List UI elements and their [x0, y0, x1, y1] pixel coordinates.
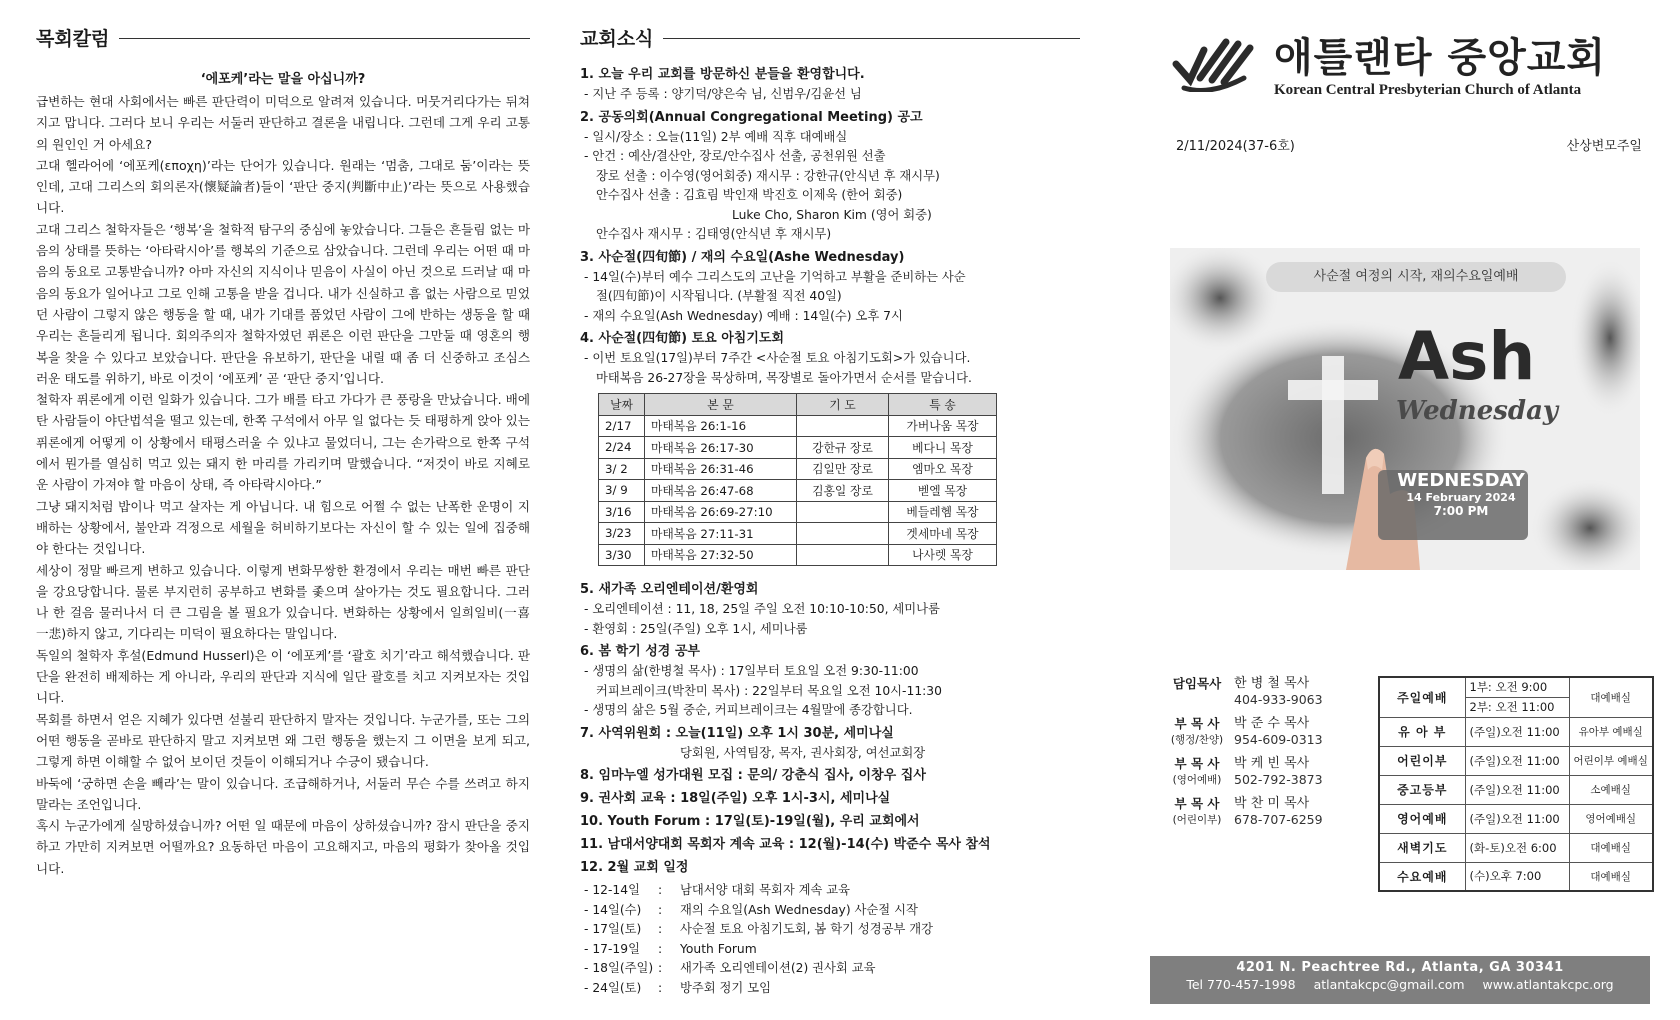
table-cell: 마태복음 26:47-68: [645, 480, 797, 502]
news-section-title: 교회소식: [580, 27, 654, 50]
service-time: 2부: 오전 11:00: [1465, 697, 1569, 717]
service-place: 어린이부 예배실: [1569, 746, 1653, 775]
news-item-title: 2. 공동의회(Annual Congregational Meeting) 공고: [580, 109, 923, 125]
schedule-separator: :: [658, 922, 663, 937]
column-paragraph: 목회를 하면서 얻은 지혜가 있다면 섣불리 판단하지 말자는 것입니다. 누군가를, 또는 그의 어떤 행동을 곧바로 판단하지 말고 지켜보면 왜 그런 행동을 했는지 그 이면을 보게 되고, 그렇게 하면 이해할 수 없어 보이던 것들이 이해되거나 수긍이 됐습니다.: [36, 711, 530, 770]
table-cell: 엠마오 목장: [889, 458, 997, 480]
schedule-separator: :: [658, 883, 663, 897]
schedule-date: - 17-19일: [584, 941, 640, 956]
staff-item: [1160, 676, 1360, 708]
february-schedule: [580, 881, 1080, 999]
schedule-event: 새가족 오리엔테이션(2) 권사회 교육: [680, 961, 876, 976]
church-name-korean: 애틀랜타 중앙교회: [1274, 35, 1607, 81]
schedule-row: [580, 901, 1080, 921]
news-item-line: 커피브레이크(박찬미 목사) : 22일부터 목요일 오전 10시-11:30: [596, 683, 942, 698]
table-cell: 마태복음 26:17-30: [645, 437, 797, 459]
news-item: [580, 329, 1080, 388]
table-cell: 2/17: [599, 415, 645, 437]
footer-email[interactable]: atlantakcpc@gmail.com: [1313, 977, 1465, 992]
poster-banner: 사순절 여정의 시작, 재의수요일예배: [1266, 262, 1566, 292]
church-news: [580, 22, 1080, 999]
service-time: (주일)오전 11:00: [1465, 775, 1569, 804]
staff-name: 박 찬 미 목사: [1234, 796, 1310, 811]
staff-list: [1160, 676, 1360, 892]
staff-role: [1160, 716, 1234, 748]
table-cell: 마태복음 26:69-27:10: [645, 501, 797, 523]
schedule-date: - 18일(주일): [584, 961, 654, 976]
column-paragraph: 혹시 누군가에게 실망하셨습니까? 어떤 일 때문에 마음이 상하셨습니까? 잠시 판단을 중지하고 가만히 지켜보면 어떨까요? 요동하던 마음이 고요해지고, 마음의 평화가 찾아올 것입니다.: [36, 818, 530, 876]
news-item: [580, 789, 1080, 809]
table-cell: 베다니 목장: [889, 437, 997, 459]
table-row: [599, 437, 997, 459]
staff-role-title: 부 목 사: [1174, 796, 1220, 811]
pastor-column: [36, 22, 530, 879]
poster-time: 7:00 PM: [1433, 504, 1489, 518]
column-paragraph: 고대 헬라어에 ‘에포케(εποχη)’라는 단어가 있습니다. 원래는 ‘멈춤, 그대로 둠’이라는 뜻인데, 고대 그리스의 회의론자(懷疑論者)들이 ‘판단 중지(判斷中止)’라는 뜻으로 사용했습니다.: [36, 157, 530, 216]
column-paragraph: 세상이 정말 빠르게 변하고 있습니다. 이렇게 변화무쌍한 환경에서 우리는 매번 빠른 판단을 강요당합니다. 물론 부지런히 공부하고 변화를 좇으며 살아가는 것도 필요합니다. 그러나 한 걸음 물러나서 더 큰 그림을 볼 필요가 있습니다. 변화하는 상황에서 일희일비(一喜一悲)하지 않고, 기다리는 미덕이 필요하다는 말입니다.: [36, 562, 530, 642]
news-item-title: 4. 사순절(四旬節) 토요 아침기도회: [580, 331, 785, 346]
news-item-title: 9. 권사회 교육 : 18일(주일) 오후 1시-3시, 세미나실: [580, 791, 891, 806]
schedule-separator: :: [658, 961, 663, 976]
table-header-cell: 날짜: [599, 394, 645, 416]
news-item: [580, 108, 1080, 245]
news-item: [580, 766, 1080, 786]
schedule-separator: :: [658, 980, 663, 995]
column-section-title: 목회칼럼: [36, 27, 110, 50]
table-header-cell: 특 송: [889, 394, 997, 416]
news-list-continued: [580, 580, 1080, 878]
column-paragraph: 독일의 철학자 후설(Edmund Husserl)은 이 ‘에포케’를 ‘괄호 치기’라고 해석했습니다. 판단을 완전히 배제하는 게 아니라, 우리의 판단과 지식에 일단 괄호를 치고 지켜보자는 것입니다.: [36, 647, 530, 706]
staff-contact: [1234, 676, 1323, 708]
schedule-row: [580, 940, 1080, 960]
news-item-title: 11. 남대서양대회 목회자 계속 교육 : 12(월)-14(수) 박준수 목사 참석: [580, 837, 991, 852]
news-item-line: - 오리엔테이션 : 11, 18, 25일 주일 오전 10:10-10:50, 세미나룸: [584, 602, 940, 616]
news-item-title: 12. 2월 교회 일정: [580, 860, 689, 875]
news-section-header: [580, 22, 1080, 52]
schedule-event: 사순절 토요 아침기도회, 봄 학기 성경공부 개강: [680, 922, 934, 937]
news-item-line: 절(四旬節)이 시작됩니다. (부활절 직전 40일): [596, 289, 842, 303]
news-item-line: - 일시/장소 : 오늘(11일) 2부 예배 직후 대예배실: [584, 129, 848, 144]
news-item-title: 6. 봄 학기 성경 공부: [580, 644, 700, 659]
staff-phone: 678-707-6259: [1234, 812, 1323, 827]
church-name-english: Korean Central Presbyterian Church of Atlanta: [1274, 82, 1582, 98]
news-item: [580, 812, 1080, 832]
service-name: 새벽기도: [1379, 833, 1465, 862]
table-cell: 마태복음 26:31-46: [645, 458, 797, 480]
church-logo: [1160, 34, 1656, 99]
column-body: [36, 91, 530, 879]
news-item-line: - 재의 수요일(Ash Wednesday) 예배 : 14일(수) 오후 7시: [584, 308, 903, 323]
news-item-title: 3. 사순절(四旬節) / 재의 수요일(Ashe Wednesday): [580, 249, 905, 265]
hand-stripes-logo-icon: [1170, 34, 1262, 92]
staff-item: [1160, 716, 1360, 748]
column-paragraph: 철학자 퓌론에게 이런 일화가 있습니다. 그가 배를 타고 가다가 큰 풍랑을 만났습니다. 배에 탄 사람들이 야단법석을 떨고 있는데, 한쪽 구석에서 아무 일 없다는 듯 태평하게 앉아 있는 퓌론에게 어떻게 이 상황에서 태평스러울 수 있냐고 물었더니, 그는 손가락으로 한쪽 구석에서 뭔가를 열심히 먹고 있는 돼지 한 마리를 가리키며 말했습니다. “저것이 바로 지혜로운 사람이 가져야 할 마음이 상태, 즉 아타락시아다.”: [36, 392, 531, 493]
schedule-event: 재의 수요일(Ash Wednesday) 사순절 시작: [680, 902, 918, 917]
service-time: (주일)오전 11:00: [1465, 804, 1569, 833]
footer-tel: Tel 770-457-1998: [1186, 977, 1296, 992]
staff-role-sub: (어린이부): [1172, 814, 1222, 826]
service-place: 소예배실: [1569, 775, 1653, 804]
service-place: 영어예배실: [1569, 804, 1653, 833]
news-item-line: 마태복음 26-27장을 묵상하며, 목장별로 돌아가면서 순서를 맡습니다.: [596, 370, 972, 385]
staff-role-title: 담임목사: [1172, 676, 1222, 691]
table-cell: 3/ 9: [599, 480, 645, 502]
sunday-name: 산상변모주일: [1566, 139, 1642, 154]
staff-phone: 404-933-9063: [1234, 692, 1323, 707]
news-item: [580, 858, 1080, 878]
news-item: [580, 642, 1080, 721]
poster-event-time: [1396, 470, 1526, 518]
staff-name: 한 병 철 목사: [1234, 676, 1310, 691]
staff-phone: 954-609-0313: [1234, 732, 1323, 747]
news-item-line: Luke Cho, Sharon Kim (영어 회중): [732, 207, 932, 222]
service-times-table: [1378, 676, 1654, 892]
poster-title: Ash: [1398, 318, 1536, 395]
news-item-line: - 14일(수)부터 예수 그리스도의 고난을 기억하고 부활을 준비하는 사순: [584, 269, 966, 284]
column-paragraph: 그냥 돼지처럼 밥이나 먹고 살자는 게 아닙니다. 내 힘으로 어쩔 수 없는 난폭한 운명이 지배하는 상황에서, 불안과 걱정으로 세월을 허비하기보다는 자신이 할 수 있는 일에 집중해야 한다는 것입니다.: [36, 498, 530, 557]
news-item: [580, 65, 1080, 105]
table-cell: 마태복음 27:32-50: [645, 544, 797, 566]
service-name: 중고등부: [1379, 775, 1465, 804]
staff-name: 박 케 빈 목사: [1234, 756, 1310, 771]
section-divider: [663, 38, 1080, 39]
news-item-line: - 환영회 : 25일(주일) 오후 1시, 세미나룸: [584, 621, 808, 636]
schedule-date: - 12-14일: [584, 883, 640, 897]
staff-role-sub: (영어예배): [1172, 774, 1222, 786]
news-item: [580, 580, 1080, 639]
table-cell: 마태복음 26:1-16: [645, 415, 797, 437]
staff-item: [1160, 796, 1360, 828]
table-cell: [797, 544, 889, 566]
staff-phone: 502-792-3873: [1234, 772, 1323, 787]
staff-and-services: [1160, 676, 1656, 892]
service-place: 대예배실: [1569, 833, 1653, 862]
table-cell: 3/ 2: [599, 458, 645, 480]
column-paragraph: 고대 그리스 철학자들은 ‘행복’을 철학적 탐구의 중심에 놓았습니다. 그들은 흔들림 없는 마음의 상태를 뜻하는 ‘아타락시아’를 행복의 기준으로 삼았습니다. 그런데 우리는 어떤 때 마음의 동요로 고통받습니까? 아마 자신의 지식이나 믿음이 사실이 아닌 것으로 드러날 때 마음의 동요가 일어나고 그로 인해 고통을 받을 겁니다. 내가 신실하고 흠 없는 사람으로 믿었던 사람이 그렇지 않은 행동을 할 때, 내가 기대를 품었던 사람이 그에 반하는 생동을 할 때 우리는 흔들리게 됩니다. 회의주의자 철학자였던 퓌론은 이런 판단을 그만둘 때 영혼의 행복을 찾을 수 있다고 보았습니다. 판단을 유보하기, 판단을 내릴 때 좀 더 신중하고 조심스러운 태도를 위하기, 바로 이것이 ‘에포케’ 곧 ‘판단 중지’입니다.: [36, 221, 531, 386]
service-row: [1379, 833, 1653, 862]
schedule-date: - 24일(토): [584, 980, 642, 995]
staff-role-sub: (행정/찬양): [1170, 734, 1224, 746]
staff-role: [1160, 676, 1234, 708]
service-time: (주일)오전 11:00: [1465, 717, 1569, 746]
schedule-row: [580, 959, 1080, 979]
news-item: [580, 724, 1080, 764]
news-item-title: 7. 사역위원회 : 오늘(11일) 오후 1시 30분, 세미나실: [580, 725, 894, 741]
news-item-line: - 생명의 삶은 5월 중순, 커피브레이크는 4월말에 종강합니다.: [584, 703, 913, 717]
news-item-line: 안수집사 선출 : 김효림 박인재 박진호 이제욱 (한어 회중): [596, 188, 903, 202]
table-cell: 벧엘 목장: [889, 480, 997, 502]
table-cell: [797, 523, 889, 545]
service-place: 대예배실: [1569, 677, 1653, 717]
service-name: 어린이부: [1379, 746, 1465, 775]
schedule-date: - 17일(토): [584, 922, 642, 937]
bulletin-date-row: [1160, 135, 1656, 154]
service-place: 유아부 예배실: [1569, 717, 1653, 746]
poster-subtitle: Wednesday: [1396, 396, 1559, 426]
news-list: [580, 65, 1080, 388]
lent-prayer-table: [598, 393, 997, 566]
table-cell: 베들레헴 목장: [889, 501, 997, 523]
news-item-line: 안수집사 재시무 : 김태영(안식년 후 재시무): [596, 227, 832, 241]
service-time: (주일)오전 11:00: [1465, 746, 1569, 775]
church-info: [1160, 34, 1656, 892]
news-item-line: 당회원, 사역팀장, 목자, 권사회장, 여선교회장: [680, 745, 926, 760]
news-item-line: - 지난 주 등록 : 양기덕/양은숙 님, 신범우/김윤선 님: [584, 87, 862, 101]
table-cell: 3/30: [599, 544, 645, 566]
service-row: [1379, 775, 1653, 804]
news-item: [580, 835, 1080, 855]
schedule-separator: :: [658, 941, 663, 956]
table-cell: [797, 415, 889, 437]
poster-date: 14 February 2024: [1406, 491, 1516, 504]
news-item-line: 장로 선출 : 이수영(영어회중) 재시무 : 강한규(안식년 후 재시무): [596, 168, 940, 183]
staff-item: [1160, 756, 1360, 788]
staff-contact: [1234, 756, 1323, 788]
news-item-title: 1. 오늘 우리 교회를 방문하신 분들을 환영합니다.: [580, 67, 865, 82]
news-item-line: - 안건 : 예산/결산안, 장로/안수집사 선출, 공천위원 선출: [584, 149, 886, 163]
ash-wednesday-poster: [1170, 248, 1640, 570]
bulletin-date: 2/11/2024(37-6호): [1176, 139, 1295, 154]
news-item-title: 8. 임마누엘 성가대원 모집 : 문의/ 강춘식 집사, 이창우 집사: [580, 768, 926, 783]
service-place: 대예배실: [1569, 862, 1653, 891]
table-row: [599, 544, 997, 566]
service-name: 유 아 부: [1379, 717, 1465, 746]
column-heading: ‘에포케’라는 말을 아십니까?: [200, 72, 366, 87]
footer-website[interactable]: www.atlantakcpc.org: [1482, 977, 1614, 992]
table-row: [599, 480, 997, 502]
news-item-line: - 이번 토요일(17일)부터 7주간 <사순절 토요 아침기도회>가 있습니다.: [584, 351, 971, 365]
table-row: [599, 501, 997, 523]
service-time: (화-토)오전 6:00: [1465, 833, 1569, 862]
schedule-date: - 14일(수): [584, 902, 642, 917]
schedule-event: Youth Forum: [680, 941, 757, 956]
table-cell: 강한규 장로: [797, 437, 889, 459]
news-item-title: 10. Youth Forum : 17일(토)-19일(월), 우리 교회에서: [580, 814, 920, 829]
service-name: 영어예배: [1379, 804, 1465, 833]
schedule-event: 방주회 정기 모임: [680, 980, 771, 995]
table-cell: 2/24: [599, 437, 645, 459]
table-cell: 겟세마네 목장: [889, 523, 997, 545]
schedule-row: [580, 881, 1080, 901]
section-divider: [119, 38, 530, 39]
staff-role: [1160, 796, 1234, 828]
footer-address: 4201 N. Peachtree Rd., Atlanta, GA 30341: [1236, 960, 1564, 975]
service-time: (수)오후 7:00: [1465, 862, 1569, 891]
table-row: [599, 523, 997, 545]
service-name: 주일예배: [1379, 677, 1465, 717]
poster-day: WEDNESDAY: [1397, 470, 1525, 491]
schedule-row: [580, 979, 1080, 999]
table-cell: 김홍일 장로: [797, 480, 889, 502]
staff-role: [1160, 756, 1234, 788]
table-row: [599, 415, 997, 437]
news-item-title: 5. 새가족 오리엔테이션/환영회: [580, 582, 759, 597]
schedule-row: [580, 920, 1080, 940]
staff-role-title: 부 목 사: [1174, 756, 1220, 771]
column-section-header: [36, 22, 530, 52]
staff-role-title: 부 목 사: [1174, 716, 1220, 731]
column-paragraph: 바둑에 ‘궁하면 손을 빼라’는 말이 있습니다. 조급해하거나, 서둘러 무슨 수를 쓰려고 하지 말라는 조언입니다.: [36, 775, 530, 812]
service-row: [1379, 804, 1653, 833]
table-cell: 나사렛 목장: [889, 544, 997, 566]
news-item: [580, 248, 1080, 327]
table-cell: 김일만 장로: [797, 458, 889, 480]
table-row: [599, 458, 997, 480]
table-cell: 가버나움 목장: [889, 415, 997, 437]
schedule-event: 남대서양 대회 목회자 계속 교육: [680, 883, 851, 897]
table-cell: 3/23: [599, 523, 645, 545]
service-row: [1379, 862, 1653, 891]
staff-contact: [1234, 716, 1323, 748]
service-time: 1부: 오전 9:00: [1465, 677, 1569, 697]
service-row: [1379, 746, 1653, 775]
schedule-separator: :: [658, 902, 663, 917]
table-cell: [797, 501, 889, 523]
staff-contact: [1234, 796, 1323, 828]
table-cell: 3/16: [599, 501, 645, 523]
table-header-cell: 기 도: [797, 394, 889, 416]
table-header-cell: 본 문: [645, 394, 797, 416]
footer-address-bar: [1150, 956, 1650, 1004]
news-item-line: - 생명의 삶(한병철 목사) : 17일부터 토요일 오전 9:30-11:00: [584, 664, 919, 678]
staff-name: 박 준 수 목사: [1234, 716, 1310, 731]
table-cell: 마태복음 27:11-31: [645, 523, 797, 545]
column-paragraph: 급변하는 현대 사회에서는 빠른 판단력이 미덕으로 알려져 있습니다. 머뭇거리다가는 뒤쳐지고 맙니다. 그러다 보니 우리는 서둘러 판단하고 결론을 내립니다. 그런데 그게 우리 고통의 원인인 거 아세요?: [36, 94, 531, 152]
service-name: 수요예배: [1379, 862, 1465, 891]
service-row: [1379, 717, 1653, 746]
